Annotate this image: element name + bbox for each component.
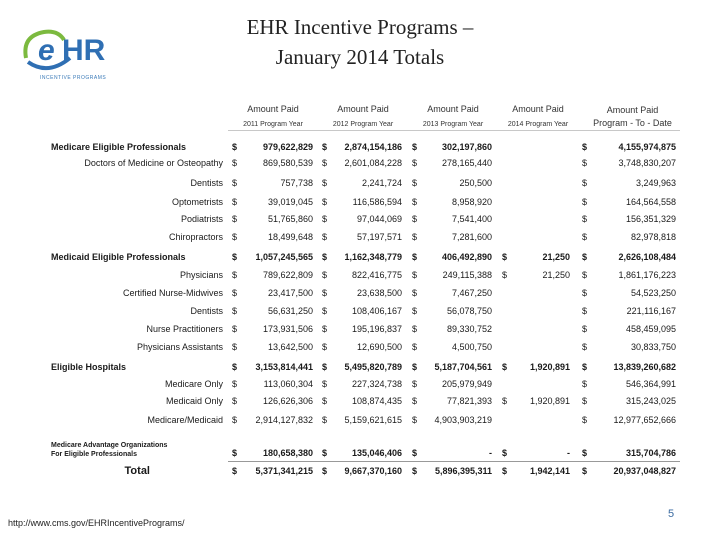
amount-cell: 113,060,304 (263, 379, 313, 389)
amount-cell: 205,979,949 (441, 379, 492, 389)
row-label: Physicians Assistants (136, 342, 223, 352)
col-header-sub: 2014 Program Year (507, 121, 569, 128)
amount-cell: 250,500 (459, 178, 492, 188)
currency-symbol: $ (232, 158, 238, 168)
currency-symbol: $ (502, 252, 508, 262)
amount-cell: 5,371,341,215 (255, 466, 313, 476)
currency-symbol: $ (232, 396, 238, 406)
amount-cell: 1,162,348,779 (344, 252, 402, 262)
currency-symbol: $ (232, 288, 238, 298)
currency-symbol: $ (322, 448, 328, 458)
amount-cell: 135,046,406 (351, 448, 402, 458)
amount-cell: 56,078,750 (446, 306, 492, 316)
page-title (210, 12, 510, 72)
amount-cell: - (567, 448, 570, 458)
currency-symbol: $ (322, 178, 328, 188)
currency-symbol: $ (412, 214, 418, 224)
amount-cell: 249,115,388 (442, 270, 492, 280)
amount-cell: 164,564,558 (625, 197, 676, 207)
amount-cell: 23,417,500 (267, 288, 313, 298)
table-row (0, 211, 720, 227)
table-row (0, 339, 720, 355)
row-label: Physicians (179, 270, 223, 280)
ehr-logo (18, 18, 143, 81)
col-header-label: Amount Paid (247, 104, 299, 114)
currency-symbol: $ (582, 324, 588, 334)
amount-cell: 4,155,974,875 (618, 142, 676, 152)
currency-symbol: $ (412, 232, 418, 242)
row-label: Medicare Only (164, 379, 223, 389)
currency-symbol: $ (582, 214, 588, 224)
currency-symbol: $ (502, 270, 508, 280)
currency-symbol: $ (412, 379, 418, 389)
table-row (0, 359, 720, 375)
row-label: Podiatrists (180, 214, 223, 224)
currency-symbol: $ (412, 306, 418, 316)
col-header-to-date (585, 104, 680, 130)
row-label-line-1: Medicare Advantage Organizations (51, 442, 168, 449)
currency-symbol: $ (322, 396, 328, 406)
amount-cell: 13,642,500 (267, 342, 313, 352)
svg-text:e: e (38, 34, 55, 67)
currency-symbol: $ (322, 306, 328, 316)
amount-cell: 221,116,167 (626, 306, 676, 316)
page-number: 5 (668, 508, 675, 520)
currency-symbol: $ (412, 342, 418, 352)
col-header-label: Amount Paid (512, 104, 564, 114)
currency-symbol: $ (322, 197, 328, 207)
source-url[interactable]: http://www.cms.gov/EHRIncentivePrograms/ (8, 518, 185, 528)
currency-symbol: $ (322, 342, 328, 352)
currency-symbol: $ (232, 415, 238, 425)
amount-cell: 869,580,539 (262, 158, 313, 168)
currency-symbol: $ (322, 214, 328, 224)
currency-symbol: $ (582, 306, 588, 316)
amount-cell: 757,738 (280, 178, 313, 188)
header-divider (228, 130, 680, 131)
amount-cell: 2,874,154,186 (344, 142, 402, 152)
row-label (51, 441, 167, 459)
currency-symbol: $ (412, 448, 418, 458)
currency-symbol: $ (322, 379, 328, 389)
table-row (0, 321, 720, 337)
amount-cell: 180,658,380 (262, 448, 313, 458)
currency-symbol: $ (232, 197, 238, 207)
currency-symbol: $ (582, 252, 588, 262)
amount-cell: 156,351,329 (625, 214, 676, 224)
table-row (0, 175, 720, 191)
table-row (0, 155, 720, 171)
currency-symbol: $ (502, 466, 508, 476)
amount-cell: 3,249,963 (635, 178, 676, 188)
amount-cell: 1,920,891 (529, 396, 570, 406)
currency-symbol: $ (582, 379, 588, 389)
amount-cell: 12,977,652,666 (613, 415, 676, 425)
logo-caption: INCENTIVE PROGRAMS (40, 75, 107, 81)
table-row (0, 229, 720, 245)
row-label: Total (124, 465, 150, 477)
currency-symbol: $ (582, 362, 588, 372)
currency-symbol: $ (322, 288, 328, 298)
currency-symbol: $ (412, 252, 418, 262)
currency-symbol: $ (582, 142, 588, 152)
amount-cell: 13,839,260,682 (613, 362, 676, 372)
table-row (0, 267, 720, 283)
amount-cell: 5,495,820,789 (344, 362, 402, 372)
amount-cell: 39,019,045 (267, 197, 313, 207)
amount-cell: 57,197,571 (356, 232, 402, 242)
currency-symbol: $ (322, 232, 328, 242)
row-label: Eligible Hospitals (51, 362, 127, 372)
title-line-1: EHR Incentive Programs – (246, 15, 474, 39)
amount-cell: 979,622,829 (262, 142, 313, 152)
amount-cell: 21,250 (542, 252, 570, 262)
table-row (0, 442, 720, 461)
currency-symbol: $ (582, 197, 588, 207)
currency-symbol: $ (582, 448, 588, 458)
currency-symbol: $ (412, 270, 418, 280)
svg-text:HR: HR (62, 34, 106, 67)
currency-symbol: $ (232, 306, 238, 316)
currency-symbol: $ (412, 415, 418, 425)
amount-cell: 2,914,127,832 (255, 415, 313, 425)
currency-symbol: $ (502, 396, 508, 406)
amount-cell: 3,748,830,207 (618, 158, 676, 168)
amount-cell: 97,044,069 (356, 214, 402, 224)
amount-cell: 458,459,095 (625, 324, 676, 334)
currency-symbol: $ (412, 324, 418, 334)
amount-cell: 789,622,809 (262, 270, 313, 280)
currency-symbol: $ (232, 379, 238, 389)
table-row (0, 376, 720, 392)
currency-symbol: $ (232, 362, 238, 372)
currency-symbol: $ (412, 288, 418, 298)
amount-cell: 3,153,814,441 (255, 362, 313, 372)
currency-symbol: $ (232, 324, 238, 334)
currency-symbol: $ (412, 178, 418, 188)
row-label-line-2: For Eligible Professionals (51, 451, 137, 458)
amount-cell: 227,324,738 (351, 379, 402, 389)
amount-cell: 406,492,890 (441, 252, 492, 262)
amount-cell: 9,667,370,160 (344, 466, 402, 476)
amount-cell: 21,250 (542, 270, 570, 280)
table-row (0, 412, 720, 428)
amount-cell: 82,978,818 (630, 232, 676, 242)
currency-symbol: $ (412, 158, 418, 168)
table-row (0, 285, 720, 301)
amount-cell: 30,833,750 (630, 342, 676, 352)
currency-symbol: $ (232, 342, 238, 352)
amount-cell: 4,500,750 (451, 342, 492, 352)
currency-symbol: $ (322, 362, 328, 372)
currency-symbol: $ (582, 158, 588, 168)
amount-cell: 1,861,176,223 (618, 270, 676, 280)
amount-cell: 4,903,903,219 (434, 415, 492, 425)
amount-cell: 51,765,860 (267, 214, 313, 224)
amount-cell: 315,704,786 (625, 448, 676, 458)
total-divider (228, 461, 680, 462)
currency-symbol: $ (412, 396, 418, 406)
currency-symbol: $ (412, 197, 418, 207)
currency-symbol: $ (582, 288, 588, 298)
amount-cell: 5,159,621,615 (344, 415, 402, 425)
amount-cell: 23,638,500 (356, 288, 402, 298)
col-header-sub: Program - To - Date (593, 118, 672, 128)
currency-symbol: $ (412, 466, 418, 476)
row-label: Doctors of Medicine or Osteopathy (84, 158, 223, 168)
row-label: Medicare Eligible Professionals (51, 142, 187, 152)
col-header-sub: 2013 Program Year (422, 121, 484, 128)
amount-cell: 54,523,250 (630, 288, 676, 298)
table-row (0, 463, 720, 479)
amount-cell: 1,942,141 (529, 466, 570, 476)
amount-cell: 20,937,048,827 (613, 466, 676, 476)
currency-symbol: $ (232, 466, 238, 476)
row-label: Optometrists (171, 197, 223, 207)
currency-symbol: $ (322, 252, 328, 262)
currency-symbol: $ (582, 178, 588, 188)
row-label: Medicare/Medicaid (147, 415, 223, 425)
row-label: Certified Nurse-Midwives (122, 288, 223, 298)
amount-cell: 126,626,306 (262, 396, 313, 406)
ehr-logo-mark (18, 18, 143, 78)
currency-symbol: $ (322, 324, 328, 334)
currency-symbol: $ (412, 362, 418, 372)
currency-symbol: $ (412, 142, 418, 152)
amount-cell: 7,541,400 (451, 214, 492, 224)
currency-symbol: $ (582, 415, 588, 425)
table-row (0, 139, 720, 155)
currency-symbol: $ (322, 415, 328, 425)
currency-symbol: $ (322, 270, 328, 280)
row-label: Nurse Practitioners (146, 324, 223, 334)
col-header-sub: 2011 Program Year (243, 121, 303, 128)
amount-cell: 278,165,440 (441, 158, 492, 168)
row-label: Dentists (190, 306, 223, 316)
currency-symbol: $ (232, 252, 238, 262)
currency-symbol: $ (502, 362, 508, 372)
table-row (0, 249, 720, 265)
amount-cell: 56,631,250 (267, 306, 313, 316)
col-header-sub: 2012 Program Year (332, 121, 394, 128)
amount-cell: - (489, 448, 492, 458)
amount-cell: 18,499,648 (267, 232, 313, 242)
row-label: Medicaid Only (165, 396, 223, 406)
currency-symbol: $ (582, 232, 588, 242)
amount-cell: 2,241,724 (361, 178, 402, 188)
currency-symbol: $ (232, 178, 238, 188)
amount-cell: 2,601,084,228 (344, 158, 402, 168)
amount-cell: 195,196,837 (351, 324, 402, 334)
amount-cell: 12,690,500 (356, 342, 402, 352)
table-row (0, 303, 720, 319)
currency-symbol: $ (582, 270, 588, 280)
amount-cell: 108,874,435 (351, 396, 402, 406)
title-line-2: January 2014 Totals (275, 45, 445, 69)
col-header-2011 (228, 104, 318, 128)
col-header-label: Amount Paid (337, 104, 389, 114)
amount-cell: 315,243,025 (625, 396, 676, 406)
currency-symbol: $ (582, 342, 588, 352)
amount-cell: 89,330,752 (446, 324, 492, 334)
amount-cell: 2,626,108,484 (618, 252, 676, 262)
col-header-2013 (408, 104, 498, 128)
amount-cell: 822,416,775 (351, 270, 402, 280)
amount-cell: 5,896,395,311 (434, 466, 492, 476)
amount-cell: 116,586,594 (352, 197, 402, 207)
table-row (0, 393, 720, 409)
currency-symbol: $ (232, 270, 238, 280)
amount-cell: 7,281,600 (451, 232, 492, 242)
table-row (0, 194, 720, 210)
currency-symbol: $ (232, 214, 238, 224)
amount-cell: 108,406,167 (351, 306, 402, 316)
col-header-2014 (498, 104, 578, 128)
amount-cell: 1,920,891 (529, 362, 570, 372)
currency-symbol: $ (232, 142, 238, 152)
col-header-label: Amount Paid (427, 104, 479, 114)
col-header-label: Amount Paid (606, 105, 659, 115)
currency-symbol: $ (232, 448, 238, 458)
col-header-2012 (318, 104, 408, 128)
amount-cell: 173,931,506 (262, 324, 313, 334)
currency-symbol: $ (502, 448, 508, 458)
amount-cell: 302,197,860 (441, 142, 492, 152)
amount-cell: 77,821,393 (446, 396, 492, 406)
currency-symbol: $ (322, 142, 328, 152)
row-label: Dentists (190, 178, 223, 188)
currency-symbol: $ (582, 396, 588, 406)
row-label: Chiropractors (168, 232, 223, 242)
currency-symbol: $ (582, 466, 588, 476)
currency-symbol: $ (322, 158, 328, 168)
amount-cell: 546,364,991 (625, 379, 676, 389)
amount-cell: 5,187,704,561 (434, 362, 492, 372)
amount-cell: 1,057,245,565 (255, 252, 313, 262)
currency-symbol: $ (232, 232, 238, 242)
currency-symbol: $ (322, 466, 328, 476)
row-label: Medicaid Eligible Professionals (51, 252, 186, 262)
amount-cell: 8,958,920 (451, 197, 492, 207)
amount-cell: 7,467,250 (451, 288, 492, 298)
